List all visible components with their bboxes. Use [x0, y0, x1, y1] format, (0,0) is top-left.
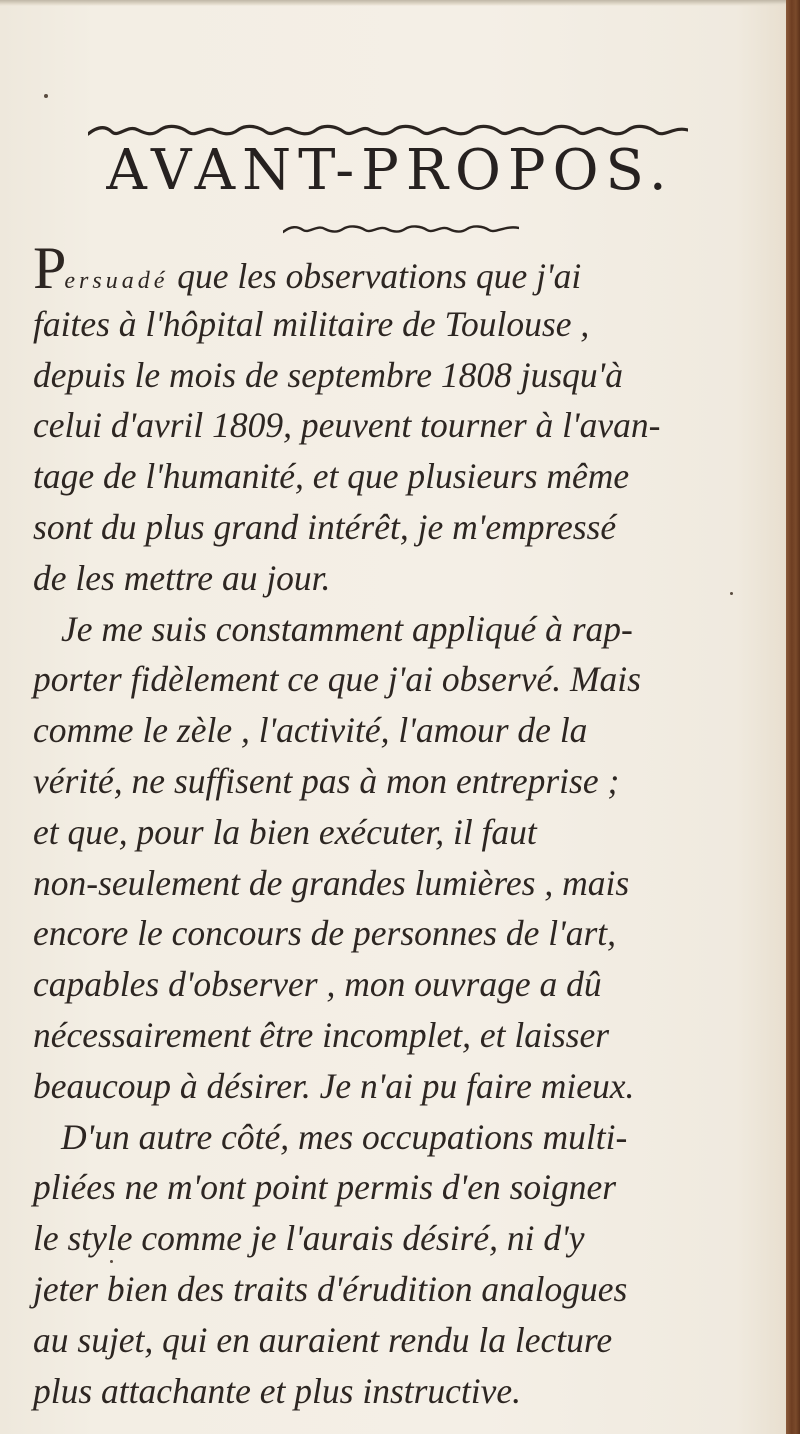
- text-line: D'un autre côté, mes occupations multi-: [61, 1116, 628, 1157]
- text-line: faites à l'hôpital militaire de Toulouse ,: [33, 303, 590, 344]
- text-line: encore le concours de personnes de l'art,: [33, 913, 617, 954]
- paper-speck: [44, 94, 48, 98]
- text-line: porter fidèlement ce que j'ai observé. Mais: [33, 659, 641, 700]
- text-line: depuis le mois de septembre 1808 jusqu'à: [33, 354, 623, 395]
- text-line: plus attachante et plus instructive.: [33, 1370, 522, 1411]
- paragraph-1: [33, 235, 753, 604]
- page-top-edge: [0, 0, 800, 6]
- text-line: comme le zèle , l'activité, l'amour de la: [33, 710, 588, 751]
- lead-word: ersuadé: [64, 268, 169, 294]
- paragraph-3: [33, 1112, 753, 1417]
- text-line: non-seulement de grandes lumières , mais: [33, 862, 630, 903]
- text-line: tage de l'humanité, et que plusieurs même: [33, 456, 630, 497]
- title-underline-ornament: [283, 222, 519, 236]
- foreword-text: [33, 235, 753, 1416]
- text-line: Je me suis constamment appliqué à rap-: [61, 608, 633, 649]
- book-spine-edge: [786, 0, 800, 1434]
- paragraph-2: [33, 604, 753, 1112]
- text-line: et que, pour la bien exécuter, il faut: [33, 811, 537, 852]
- page-title: AVANT-PROPOS.: [106, 138, 674, 203]
- text-line: celui d'avril 1809, peuvent tourner à l'avan-: [33, 405, 661, 446]
- text-line: de les mettre au jour.: [33, 557, 331, 598]
- text-line: au sujet, qui en auraient rendu la lecture: [33, 1319, 613, 1360]
- text-line: Persuadé que les observations que j'ai: [33, 235, 582, 301]
- text-line: vérité, ne suffisent pas à mon entreprise ;: [33, 760, 620, 801]
- text-line: beaucoup à désirer. Je n'ai pu faire mieux.: [33, 1065, 635, 1106]
- text-line: pliées ne m'ont point permis d'en soigner: [33, 1167, 617, 1208]
- text-line: sont du plus grand intérêt, je m'empressé: [33, 506, 617, 547]
- drop-cap: P: [33, 235, 67, 301]
- paper-speck: [110, 1260, 113, 1263]
- text-line: capables d'observer , mon ouvrage a dû: [33, 964, 602, 1005]
- text-line: le style comme je l'aurais désiré, ni d'y: [33, 1218, 585, 1259]
- text-line: nécessairement être incomplet, et laisser: [33, 1014, 610, 1055]
- text-line: jeter bien des traits d'érudition analogues: [33, 1268, 628, 1309]
- paper-speck: [730, 592, 733, 595]
